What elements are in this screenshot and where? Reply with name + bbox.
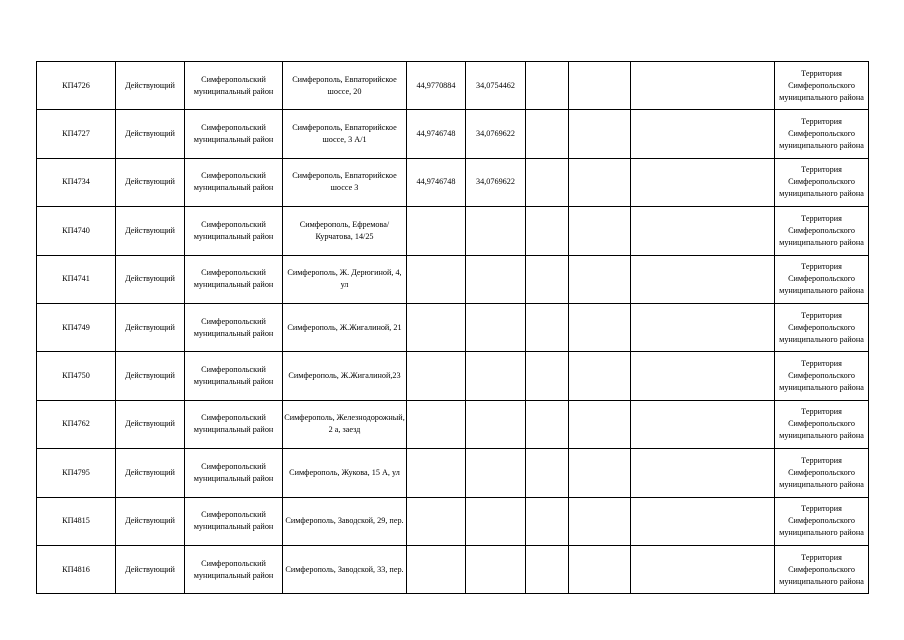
code-cell: КП4741 [37,255,116,303]
empty-cell [569,110,631,158]
district-cell: Симферопольский муниципальный район [185,158,283,206]
empty-cell [526,207,569,255]
latitude-cell: 44,9746748 [407,158,466,206]
latitude-cell [407,352,466,400]
address-cell: Симферополь, Евпаторийское шоссе, 20 [283,62,407,110]
address-cell: Симферополь, Ж. Дерюгиной, 4, ул [283,255,407,303]
table-row [37,158,869,206]
latitude-cell: 44,9770884 [407,62,466,110]
table-row [37,400,869,448]
table-row [37,497,869,545]
address-cell: Симферополь, Жукова, 15 А, ул [283,449,407,497]
empty-cell [631,255,775,303]
empty-cell [631,110,775,158]
district-cell: Симферопольский муниципальный район [185,400,283,448]
table-row [37,352,869,400]
code-cell: КП4750 [37,352,116,400]
registry-table-body [37,62,869,594]
address-cell: Симферополь, Ефремова/Курчатова, 14/25 [283,207,407,255]
empty-cell [631,158,775,206]
territory-cell: Территория Симферопольского муниципального района [775,255,869,303]
address-cell: Симферополь, Заводской, 33, пер. [283,545,407,593]
empty-cell [526,545,569,593]
empty-cell [569,62,631,110]
district-cell: Симферопольский муниципальный район [185,62,283,110]
status-cell: Действующий [116,449,185,497]
address-cell: Симферополь, Железнодорожный, 2 а, заезд [283,400,407,448]
longitude-cell [466,449,526,497]
code-cell: КП4762 [37,400,116,448]
empty-cell [526,303,569,351]
status-cell: Действующий [116,497,185,545]
table-row [37,449,869,497]
status-cell: Действующий [116,158,185,206]
longitude-cell [466,400,526,448]
code-cell: КП4815 [37,497,116,545]
code-cell: КП4740 [37,207,116,255]
latitude-cell [407,545,466,593]
district-cell: Симферопольский муниципальный район [185,207,283,255]
latitude-cell: 44,9746748 [407,110,466,158]
territory-cell: Территория Симферопольского муниципального района [775,110,869,158]
registry-table [36,61,869,594]
table-row [37,303,869,351]
address-cell: Симферополь, Заводской, 29, пер. [283,497,407,545]
empty-cell [569,545,631,593]
empty-cell [569,207,631,255]
empty-cell [569,497,631,545]
longitude-cell [466,497,526,545]
code-cell: КП4795 [37,449,116,497]
empty-cell [526,110,569,158]
empty-cell [631,207,775,255]
territory-cell: Территория Симферопольского муниципального района [775,352,869,400]
empty-cell [569,158,631,206]
latitude-cell [407,255,466,303]
district-cell: Симферопольский муниципальный район [185,255,283,303]
longitude-cell [466,545,526,593]
longitude-cell [466,255,526,303]
address-cell: Симферополь, Ж.Жигалиной, 21 [283,303,407,351]
empty-cell [631,352,775,400]
territory-cell: Территория Симферопольского муниципального района [775,207,869,255]
code-cell: КП4749 [37,303,116,351]
longitude-cell [466,303,526,351]
territory-cell: Территория Симферопольского муниципального района [775,158,869,206]
status-cell: Действующий [116,545,185,593]
longitude-cell: 34,0754462 [466,62,526,110]
status-cell: Действующий [116,400,185,448]
district-cell: Симферопольский муниципальный район [185,497,283,545]
empty-cell [526,158,569,206]
document-page [36,61,869,594]
table-row [37,255,869,303]
empty-cell [569,449,631,497]
code-cell: КП4816 [37,545,116,593]
empty-cell [569,303,631,351]
territory-cell: Территория Симферопольского муниципального района [775,62,869,110]
territory-cell: Территория Симферопольского муниципального района [775,545,869,593]
territory-cell: Территория Симферопольского муниципального района [775,497,869,545]
table-row [37,110,869,158]
district-cell: Симферопольский муниципальный район [185,449,283,497]
code-cell: КП4726 [37,62,116,110]
district-cell: Симферопольский муниципальный район [185,303,283,351]
longitude-cell: 34,0769622 [466,158,526,206]
status-cell: Действующий [116,62,185,110]
territory-cell: Территория Симферопольского муниципального района [775,449,869,497]
empty-cell [569,400,631,448]
empty-cell [631,497,775,545]
longitude-cell [466,207,526,255]
code-cell: КП4734 [37,158,116,206]
empty-cell [526,62,569,110]
empty-cell [526,449,569,497]
district-cell: Симферопольский муниципальный район [185,352,283,400]
empty-cell [526,497,569,545]
status-cell: Действующий [116,110,185,158]
empty-cell [631,545,775,593]
empty-cell [569,255,631,303]
status-cell: Действующий [116,207,185,255]
latitude-cell [407,497,466,545]
latitude-cell [407,400,466,448]
latitude-cell [407,449,466,497]
empty-cell [526,400,569,448]
empty-cell [526,255,569,303]
empty-cell [569,352,631,400]
district-cell: Симферопольский муниципальный район [185,110,283,158]
table-row [37,207,869,255]
empty-cell [631,62,775,110]
code-cell: КП4727 [37,110,116,158]
address-cell: Симферополь, Евпаторийское шоссе 3 [283,158,407,206]
table-row [37,62,869,110]
latitude-cell [407,303,466,351]
longitude-cell: 34,0769622 [466,110,526,158]
empty-cell [631,400,775,448]
territory-cell: Территория Симферопольского муниципального района [775,303,869,351]
latitude-cell [407,207,466,255]
status-cell: Действующий [116,255,185,303]
empty-cell [631,449,775,497]
status-cell: Действующий [116,303,185,351]
longitude-cell [466,352,526,400]
address-cell: Симферополь, Ж.Жигалиной,23 [283,352,407,400]
table-row [37,545,869,593]
address-cell: Симферополь, Евпаторийское шоссе, 3 А/1 [283,110,407,158]
status-cell: Действующий [116,352,185,400]
empty-cell [526,352,569,400]
empty-cell [631,303,775,351]
district-cell: Симферопольский муниципальный район [185,545,283,593]
territory-cell: Территория Симферопольского муниципального района [775,400,869,448]
